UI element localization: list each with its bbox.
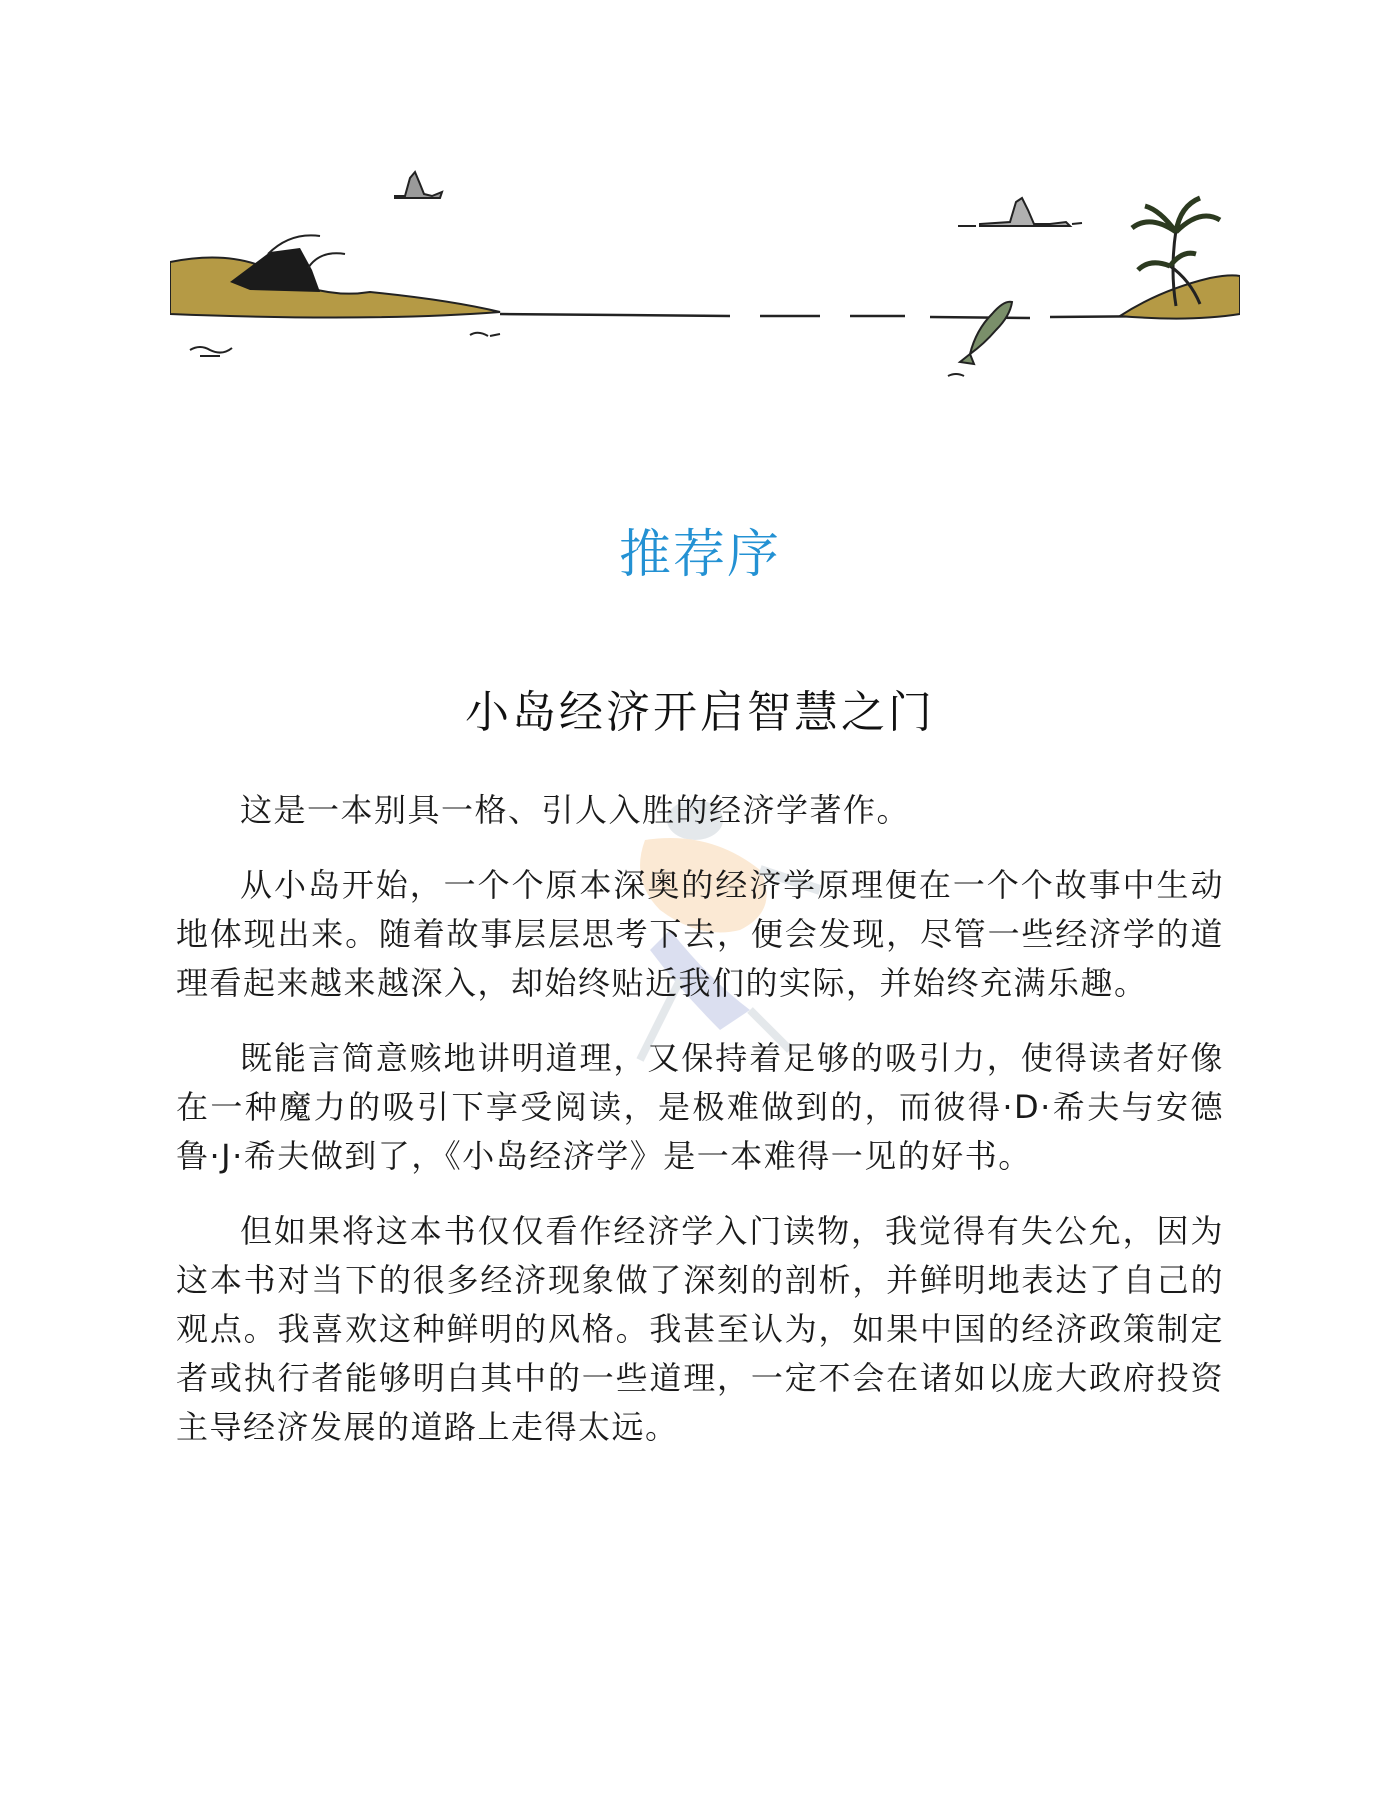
left-island	[170, 258, 500, 318]
right-island	[1120, 275, 1240, 318]
paragraph: 既能言简意赅地讲明道理，又保持着足够的吸引力，使得读者好像在一种魔力的吸引下享受阅读，是极难做到的，而彼得·D·希夫与安德鲁·J·希夫做到了，《小岛经济学》是一本难得一见的好书。	[176, 1039, 1224, 1175]
paragraph: 但如果将这本书仅仅看作经济学入门读物，我觉得有失公允，因为这本书对当下的很多经济现象做了深刻的剖析，并鲜明地表达了自己的观点。我喜欢这种鲜明的风格。我甚至认为，如果中国的经济政策制定者或执行者能够明白其中的一些道理，一定不会在诸如以庞大政府投资主导经济发展的道路上走得太远。	[176, 1212, 1224, 1446]
body-text	[176, 786, 1224, 1478]
paragraph: 从小岛开始，一个个原本深奥的经济学原理便在一个个故事中生动地体现出来。随着故事层层思考下去，便会发现，尽管一些经济学的道理看起来越来越深入，却始终贴近我们的实际，并始终充满乐趣。	[176, 866, 1224, 1002]
paragraph: 这是一本别具一格、引人入胜的经济学著作。	[240, 791, 911, 829]
chapter-title: 小岛经济开启智慧之门	[465, 687, 935, 738]
distant-island-1	[395, 172, 442, 198]
distant-island-2	[980, 198, 1070, 226]
jumping-fish	[970, 302, 1012, 354]
section-label: 推荐序	[618, 525, 781, 585]
island-sea-illustration	[170, 150, 1240, 410]
